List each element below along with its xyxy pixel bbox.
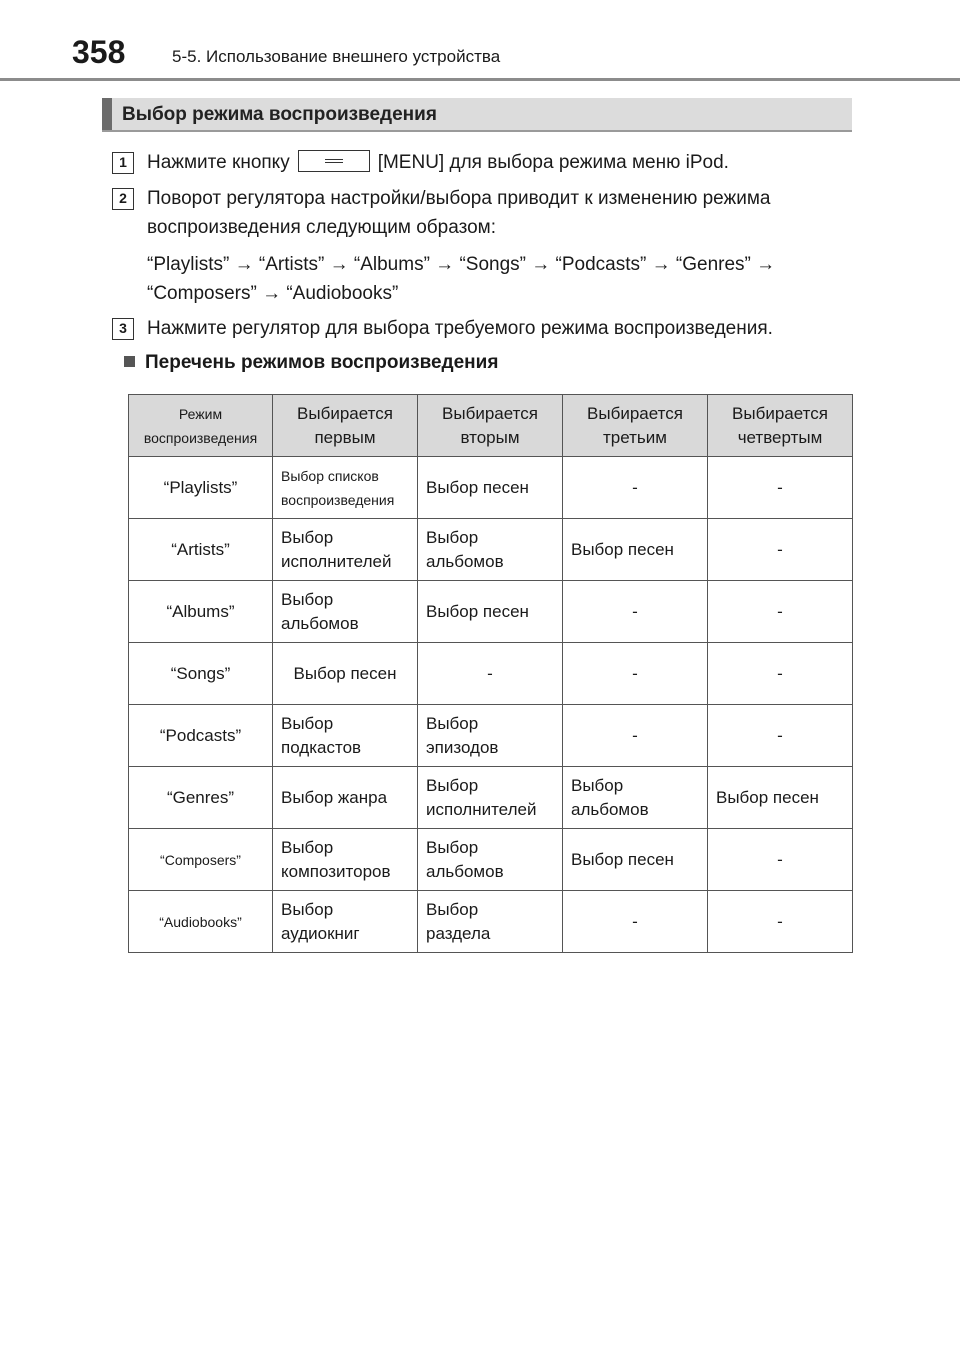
table-cell [563, 643, 708, 705]
cell-line: Выбор [426, 775, 479, 795]
cell-line: - [777, 725, 783, 745]
page-header [0, 0, 960, 80]
table-cell [273, 457, 418, 519]
table-cell [273, 581, 418, 643]
cell-line: - [777, 601, 783, 621]
table-cell [708, 519, 853, 581]
cell-line: Выбор [571, 775, 624, 795]
cell-line: Выбор жанра [281, 787, 388, 807]
table-cell [563, 457, 708, 519]
table-cell [708, 829, 853, 891]
header-fourth-line-2: четвертым [737, 427, 823, 447]
cell-line: исполнителей [426, 799, 537, 819]
cell-line: Выбор [281, 837, 334, 857]
table-cell [563, 829, 708, 891]
step-1-before: Нажмите кнопку [147, 152, 290, 173]
cell-line: подкастов [281, 737, 362, 757]
cell-line: - [777, 539, 783, 559]
table-row [129, 457, 853, 519]
cell-line: - [487, 663, 493, 683]
header-second-line-2: вторым [460, 427, 520, 447]
header-first-line-2: первым [314, 427, 376, 447]
cell-line: Выбор песен [426, 477, 529, 497]
cell-line: аудиокниг [281, 923, 360, 943]
cell-line: Выбор [426, 837, 479, 857]
page-number: 358 [72, 34, 126, 70]
table-cell [273, 643, 418, 705]
mode-cell: “Genres” [129, 767, 273, 829]
table-cell [708, 457, 853, 519]
heading-accent [102, 98, 112, 130]
step-2-text [147, 184, 852, 242]
subheading-text: Перечень режимов воспроизведения [145, 352, 499, 373]
header-third [563, 395, 708, 457]
table-row [129, 581, 853, 643]
mode-cell: “Audiobooks” [129, 891, 273, 953]
cell-line: - [632, 911, 638, 931]
cell-line: Выбор [281, 527, 334, 547]
cell-line: Выбор песен [293, 663, 397, 683]
cell-line: - [632, 477, 638, 497]
table-cell [418, 519, 563, 581]
mode-cell: “Podcasts” [129, 705, 273, 767]
cell-line: Выбор [281, 899, 334, 919]
cell-line: Выбор песен [426, 601, 529, 621]
mode-cell: “Artists” [129, 519, 273, 581]
step-1-after: [MENU] для выбора режима меню iPod. [377, 152, 729, 173]
step-2-line-1: Поворот регулятора настройки/выбора приводит к изменению режима [147, 188, 771, 209]
cell-line: - [777, 911, 783, 931]
mode-cell: “Songs” [129, 643, 273, 705]
table-cell [563, 705, 708, 767]
cell-line: - [777, 663, 783, 683]
table-cell [418, 581, 563, 643]
table-cell [418, 457, 563, 519]
table-cell [273, 767, 418, 829]
cell-line: Выбор песен [716, 787, 819, 807]
cell-line: альбомов [571, 799, 649, 819]
table-cell [418, 767, 563, 829]
table-cell [708, 767, 853, 829]
table-cell [273, 705, 418, 767]
table-row [129, 891, 853, 953]
mode-sequence [147, 250, 852, 308]
mode-cell: “Albums” [129, 581, 273, 643]
cell-line: композиторов [281, 861, 391, 881]
header-third-line-1: Выбирается [587, 403, 683, 423]
header-second-line-1: Выбирается [442, 403, 538, 423]
table-cell [563, 581, 708, 643]
table-row [129, 519, 853, 581]
header-second [418, 395, 563, 457]
header-first [273, 395, 418, 457]
table-cell [708, 891, 853, 953]
square-bullet-icon [124, 356, 135, 367]
cell-line: Выбор списков [281, 467, 379, 484]
cell-line: Выбор [426, 527, 479, 547]
table-row [129, 767, 853, 829]
mode-sequence-line-2: “Composers” → “Audiobooks” [147, 283, 399, 304]
table-cell [418, 891, 563, 953]
cell-line: - [632, 725, 638, 745]
cell-line: альбомов [426, 551, 504, 571]
step-3-badge: 3 [112, 318, 134, 340]
table-cell [273, 891, 418, 953]
cell-line: альбомов [426, 861, 504, 881]
cell-line: эпизодов [426, 737, 499, 757]
table-cell [563, 519, 708, 581]
table-row [129, 829, 853, 891]
table-header-row [129, 395, 853, 457]
section-heading [102, 98, 852, 132]
table-cell [418, 705, 563, 767]
table-cell [563, 891, 708, 953]
cell-line: - [632, 663, 638, 683]
header-mode [129, 395, 273, 457]
table-cell [418, 829, 563, 891]
table-row [129, 705, 853, 767]
cell-line: Выбор [281, 589, 334, 609]
cell-line: Выбор [426, 899, 479, 919]
cell-line: воспроизведения [281, 491, 395, 508]
cell-line: Выбор [281, 713, 334, 733]
table-cell [708, 643, 853, 705]
cell-line: Выбор песен [571, 539, 674, 559]
cell-line: Выбор песен [571, 849, 674, 869]
cell-line: Выбор [426, 713, 479, 733]
step-1-text [147, 148, 852, 177]
menu-lines-icon [298, 150, 370, 172]
table-cell [273, 829, 418, 891]
cell-line: - [632, 601, 638, 621]
section-heading-text: Выбор режима воспроизведения [122, 104, 437, 125]
cell-line: исполнителей [281, 551, 392, 571]
cell-line: альбомов [281, 613, 359, 633]
header-fourth-line-1: Выбирается [732, 403, 828, 423]
mode-cell: “Composers” [129, 829, 273, 891]
step-2-line-2: воспроизведения следующим образом: [147, 217, 496, 238]
cell-line: раздела [426, 923, 491, 943]
table-cell [418, 643, 563, 705]
table-cell [563, 767, 708, 829]
table-cell [708, 581, 853, 643]
mode-cell: “Playlists” [129, 457, 273, 519]
cell-line: - [777, 477, 783, 497]
step-3-text: Нажмите регулятор для выбора требуемого режима воспроизведения. [147, 318, 773, 339]
header-first-line-1: Выбирается [297, 403, 393, 423]
table-cell [708, 705, 853, 767]
header-fourth [708, 395, 853, 457]
section-title: 5-5. Использование внешнего устройства [172, 47, 501, 66]
header-mode-line-1: Режим [178, 405, 223, 422]
table-cell [273, 519, 418, 581]
header-third-line-2: третьим [603, 427, 667, 447]
mode-sequence-line-1: “Playlists” → “Artists” → “Albums” → “Songs” → “Podcasts” → “Genres” → [147, 254, 776, 275]
table-row [129, 643, 853, 705]
step-2-badge: 2 [112, 188, 134, 210]
modes-table [128, 394, 853, 953]
header-mode-line-2: воспроизведения [143, 429, 258, 446]
subheading [124, 352, 498, 374]
cell-line: - [777, 849, 783, 869]
step-1-badge: 1 [112, 152, 134, 174]
header-rule [0, 78, 960, 81]
